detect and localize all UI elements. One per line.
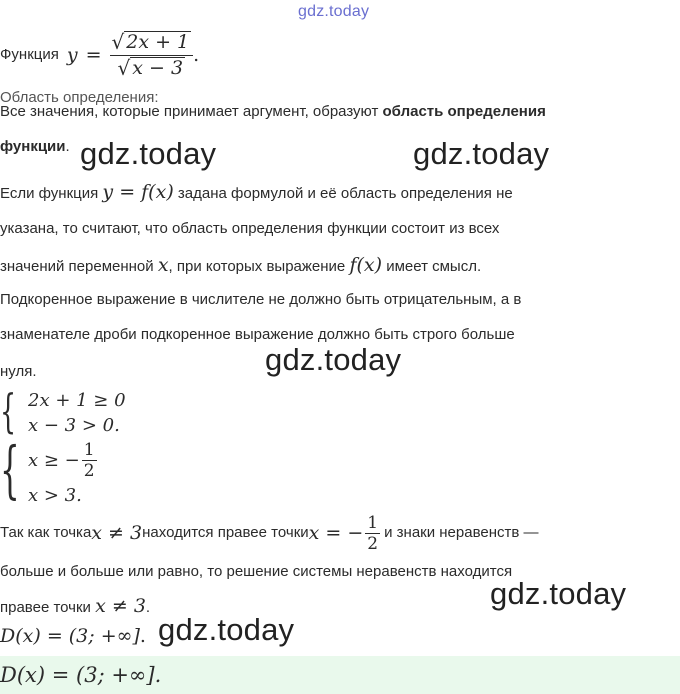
function-lhs: y (66, 44, 78, 66)
watermark: gdz.today (413, 136, 550, 171)
system2-row1: x ≥ − $\frac{1}{2}$ (28, 439, 95, 481)
denominator-expression: x − 3 (132, 56, 184, 79)
math-x: x (157, 254, 169, 276)
paragraph-domain-rule-line1: Если функция y = f(x) задана формулой и её область определения не (0, 181, 513, 203)
watermark-top: gdz.today (298, 3, 370, 20)
function-eq: = (85, 44, 102, 66)
math-x-neq-3: x ≠ 3 (95, 595, 146, 617)
paragraph-domain-intro-end: функции. (0, 138, 70, 155)
left-brace-icon: { (0, 433, 20, 506)
watermark: gdz.today (490, 576, 627, 611)
system1-row1: 2x + 1 ≥ 0 (28, 390, 126, 411)
clipped-line: Область определения: (0, 89, 159, 106)
answer-box (0, 656, 680, 694)
fraction-one-half: $\frac{1}{2}$ (83, 439, 95, 481)
paragraph-domain-intro: Все значения, которые принимает аргумент, образуют область определения (0, 103, 546, 120)
paragraph-radicand-line1: Подкоренное выражение в числителе не должно быть отрицательным, а в (0, 291, 522, 308)
paragraph-conclusion-line1: Так как точка x ≠ 3 находится правее точки x = − $\frac{1}{2}$ и знаки неравенств — (0, 512, 539, 554)
function-end: . (193, 44, 200, 66)
math-x-neq-3: x ≠ 3 (91, 522, 143, 544)
answer-text: D(x) = (3; +∞]. (0, 663, 162, 687)
watermark: gdz.today (80, 136, 217, 171)
paragraph-radicand-line3: нуля. (0, 363, 37, 380)
paragraph-domain-rule-line3: значений переменной x, при которых выражение f(x) имеет смысл. (0, 254, 482, 276)
function-definition (0, 24, 199, 86)
bold-term-part1: область определения (382, 103, 546, 120)
paragraph-conclusion-line3: правее точки x ≠ 3. (0, 595, 151, 617)
watermark: gdz.today (158, 612, 295, 647)
numerator-sqrt: √ 2x + 1 (111, 29, 190, 54)
system1-row2: x − 3 > 0. (28, 415, 120, 436)
math-fx: f(x) (349, 254, 383, 276)
system2-row2: x > 3. (28, 485, 82, 506)
paragraph-radicand-line2: знаменателе дроби подкоренное выражение должно быть строго больше (0, 326, 515, 343)
denominator-sqrt: √ x − 3 (117, 55, 184, 80)
function-fraction (110, 31, 194, 80)
paragraph-conclusion-line2: больше и больше или равно, то решение системы неравенств находится (0, 563, 513, 580)
paragraph-domain-rule-line2: указана, то считают, что область определения функции состоит из всех (0, 220, 500, 237)
numerator-expression: 2x + 1 (126, 30, 190, 53)
watermark: gdz.today (265, 342, 402, 377)
bold-term-part2: функции (0, 138, 66, 155)
domain-result: D(x) = (3; +∞]. (0, 625, 146, 647)
left-brace-icon: { (0, 384, 17, 438)
math-y-eq-fx: y = f(x) (102, 181, 174, 203)
function-label: Функция (0, 46, 59, 63)
math-x-eq-neg: x = − (308, 522, 364, 544)
fraction-one-half: $\frac{1}{2}$ (367, 512, 379, 554)
